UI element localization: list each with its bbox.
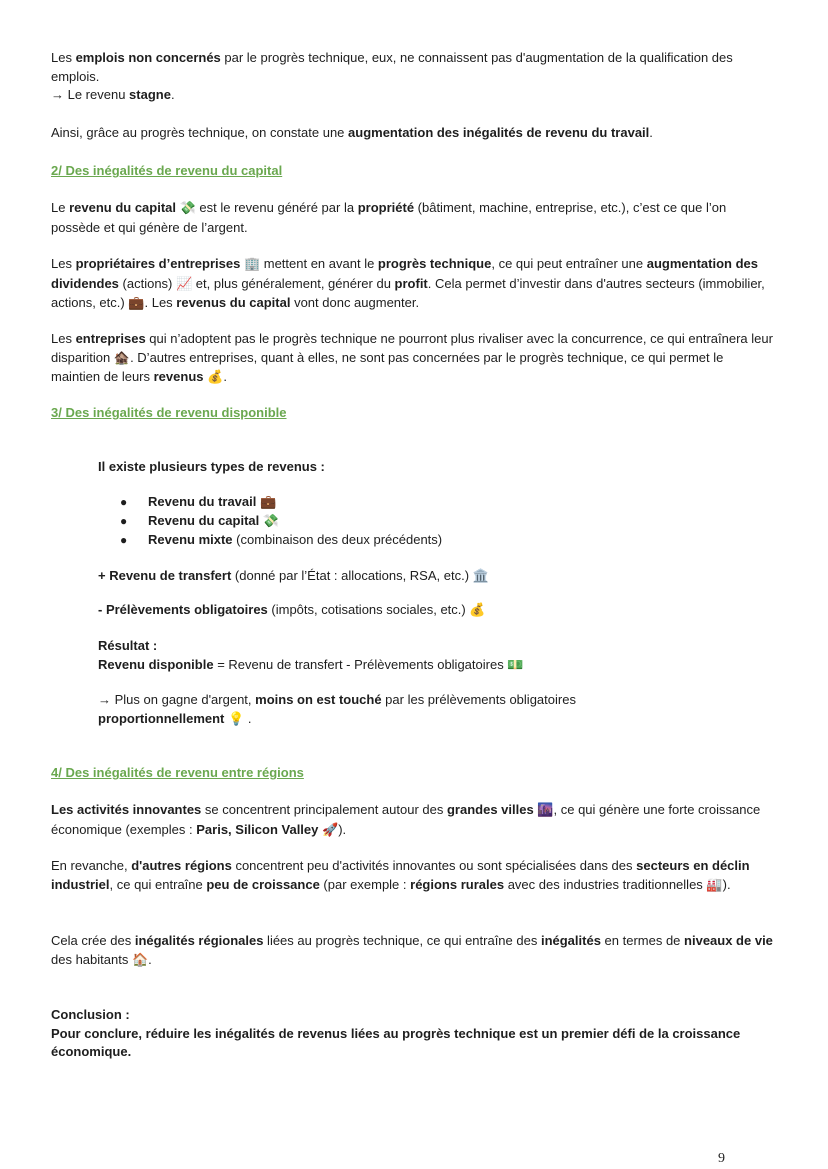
money-wings-icon: 💸 bbox=[262, 514, 280, 529]
light-bulb-icon: 💡 bbox=[228, 711, 245, 727]
dollar-banknote-icon: 💵 bbox=[507, 657, 524, 673]
office-building-icon: 🏢 bbox=[243, 257, 261, 272]
factory-icon: 🏭 bbox=[706, 877, 723, 893]
bullet-dot: ● bbox=[120, 533, 128, 547]
regionales-paragraph: Cela crée des inégalités régionales liées au progrès technique, ce qui entraîne des inégalités en termes de niveaux de vie des habitants 🏠. bbox=[51, 933, 773, 968]
section-3-heading: 3/ Des inégalités de revenu disponible bbox=[51, 405, 287, 420]
intro-paragraph: Les emplois non concernés par le progrès technique, eux, ne connaissent pas d'augmentation de la qualification des emplois. → Le revenu stagne. bbox=[51, 50, 733, 103]
derelict-house-icon: 🏚️ bbox=[113, 350, 131, 366]
capital-definition-paragraph: Le revenu du capital 💸 est le revenu généré par la propriété (bâtiment, machine, entreprise, etc.), c’est ce que l’on possède et qui génère de l’argent. bbox=[51, 200, 727, 235]
money-wings-icon: 💸 bbox=[179, 201, 196, 216]
types-title: Il existe plusieurs types de revenus : bbox=[98, 459, 325, 474]
rocket-icon: 🚀 bbox=[322, 822, 339, 838]
document-page: Les emplois non concernés par le progrès technique, eux, ne connaissent pas d'augmentation de la qualification des emplois. → Le revenu stagne. Ainsi, grâce au progrès technique, on constate une augmentation des inégalités de revenu du travail. 2/ Des inégalités de revenu du capital Le revenu du capital 💸 est le revenu généré par la propriété (bâtiment, machine, entreprise, etc.), c’est ce que l’on possède et qui génère de l’argent. Les propriétaires d’entreprises 🏢 mettent en avant le progrès technique, ce qui peut entraîner une augmentation des dividendes (actions) 📈 et, plus généralement, générer du profit. Cela permet d’investir dans d'autres secteurs (immobilier, actions, etc.) 💼. Les revenus du capital vont donc augmenter. Les entreprises qui n’adoptent pas le progrès technique ne pourront plus rivaliser avec la concurrence, ce qui entraînera leur disparition 🏚️. D’autres entreprises, quant à elles, ne sont pas concernées par le progrès technique, ce qui permet le maintien de leurs revenus 💰. 3/ Des inégalités de revenu disponible Il existe plusieurs types de revenus : ● Revenu du travail 💼 ● Revenu du capital 💸 ● Revenu mixte (combinaison des deux précédents) + Revenu de transfert (donné par l’État : allocations, RSA, etc.) 🏛️ - Prélèvements obligatoires (impôts, cotisations sociales, etc.) 💰 Résultat : Revenu disponible = Revenu de transfert - Prélèvements obligatoires 💵 → Plus on gagne d'argent, moins on est touché par les prélèvements obligatoires proportionnellement 💡 . 4/ Des inégalités de revenu entre régions Les activités innovantes se concentrent principalement autour des grandes villes 🌆, ce qui génère une forte croissance économique (exemples : Paris, Silicon Valley 🚀). En revanche, d'autres régions concentrent peu d'activités innovantes ou sont spécialisées dans des secteurs en déclin industriel, ce qui entraîne peu de croissance (par exemple : régions rurales avec des industries traditionnelles 🏭). Cela crée des inégalités régionales liées au progrès technique, ce qui entraîne des inégalités en termes de niveaux de vie des habitants 🏠. Conclusion : Pour conclure, réduire les inégalités de revenus liées au progrès technique est un premier défi de la croissance économique. 9 bbox=[0, 0, 828, 1169]
owners-paragraph: Les propriétaires d’entreprises 🏢 mettent en avant le progrès technique, ce qui peut entraîner une augmentation des dividendes (actions) 📈 et, plus généralement, générer du profit. Cela permet d’investir dans d'autres secteurs (immobilier, actions, etc.) 💼. Les revenus du capital vont donc augmenter. bbox=[51, 256, 765, 312]
ainsi-paragraph: Ainsi, grâce au progrès technique, on constate une augmentation des inégalités de revenu du travail. bbox=[51, 125, 653, 140]
city-dusk-icon: 🌆 bbox=[537, 803, 554, 818]
innovantes-paragraph: Les activités innovantes se concentrent principalement autour des grandes villes 🌆, ce qui génère une forte croissance économique (exemples : Paris, Silicon Valley 🚀). bbox=[51, 802, 761, 838]
bullet-dot: ● bbox=[120, 495, 128, 509]
conclusion-block: Conclusion : Pour conclure, réduire les inégalités de revenus liées au progrès technique est un premier défi de la croissance économique. bbox=[51, 1007, 741, 1060]
prelevements-line: - Prélèvements obligatoires (impôts, cotisations sociales, etc.) 💰 bbox=[98, 602, 486, 618]
briefcase-icon: 💼 bbox=[128, 296, 145, 312]
resultat-block: Résultat : Revenu disponible = Revenu de transfert - Prélèvements obligatoires 💵 bbox=[98, 638, 524, 673]
house-icon: 🏠 bbox=[131, 952, 149, 968]
section-4-heading: 4/ Des inégalités de revenu entre régions bbox=[51, 765, 304, 780]
section-2-heading: 2/ Des inégalités de revenu du capital bbox=[51, 163, 283, 178]
arrow-conclusion-line: → Plus on gagne d'argent, moins on est touché par les prélèvements obligatoires proportionnellement 💡 . bbox=[98, 692, 576, 727]
bullet-dot: ● bbox=[120, 514, 128, 528]
briefcase-icon: 💼 bbox=[260, 495, 277, 510]
page-number: 9 bbox=[718, 1151, 725, 1166]
money-bag-icon: 💰 bbox=[207, 370, 224, 386]
entreprises-paragraph: Les entreprises qui n’adoptent pas le progrès technique ne pourront plus rivaliser avec la concurrence, ce qui entraînera leur disparition 🏚️. D’autres entreprises, quant à elles, ne sont pas concernées par le progrès technique, ce qui permet le maintien de leurs revenus 💰. bbox=[51, 331, 773, 386]
chart-increasing-icon: 📈 bbox=[176, 276, 193, 292]
transfert-line: + Revenu de transfert (donné par l’État : allocations, RSA, etc.) 🏛️ bbox=[98, 568, 489, 584]
autres-regions-paragraph: En revanche, d'autres régions concentrent peu d'activités innovantes ou sont spécialisées dans des secteurs en déclin industriel, ce qui entraîne peu de croissance (par exemple : régions rurales avec des industries traditionnelles 🏭). bbox=[51, 858, 750, 893]
classical-building-icon: 🏛️ bbox=[472, 569, 489, 584]
money-bag-icon: 💰 bbox=[469, 603, 486, 618]
